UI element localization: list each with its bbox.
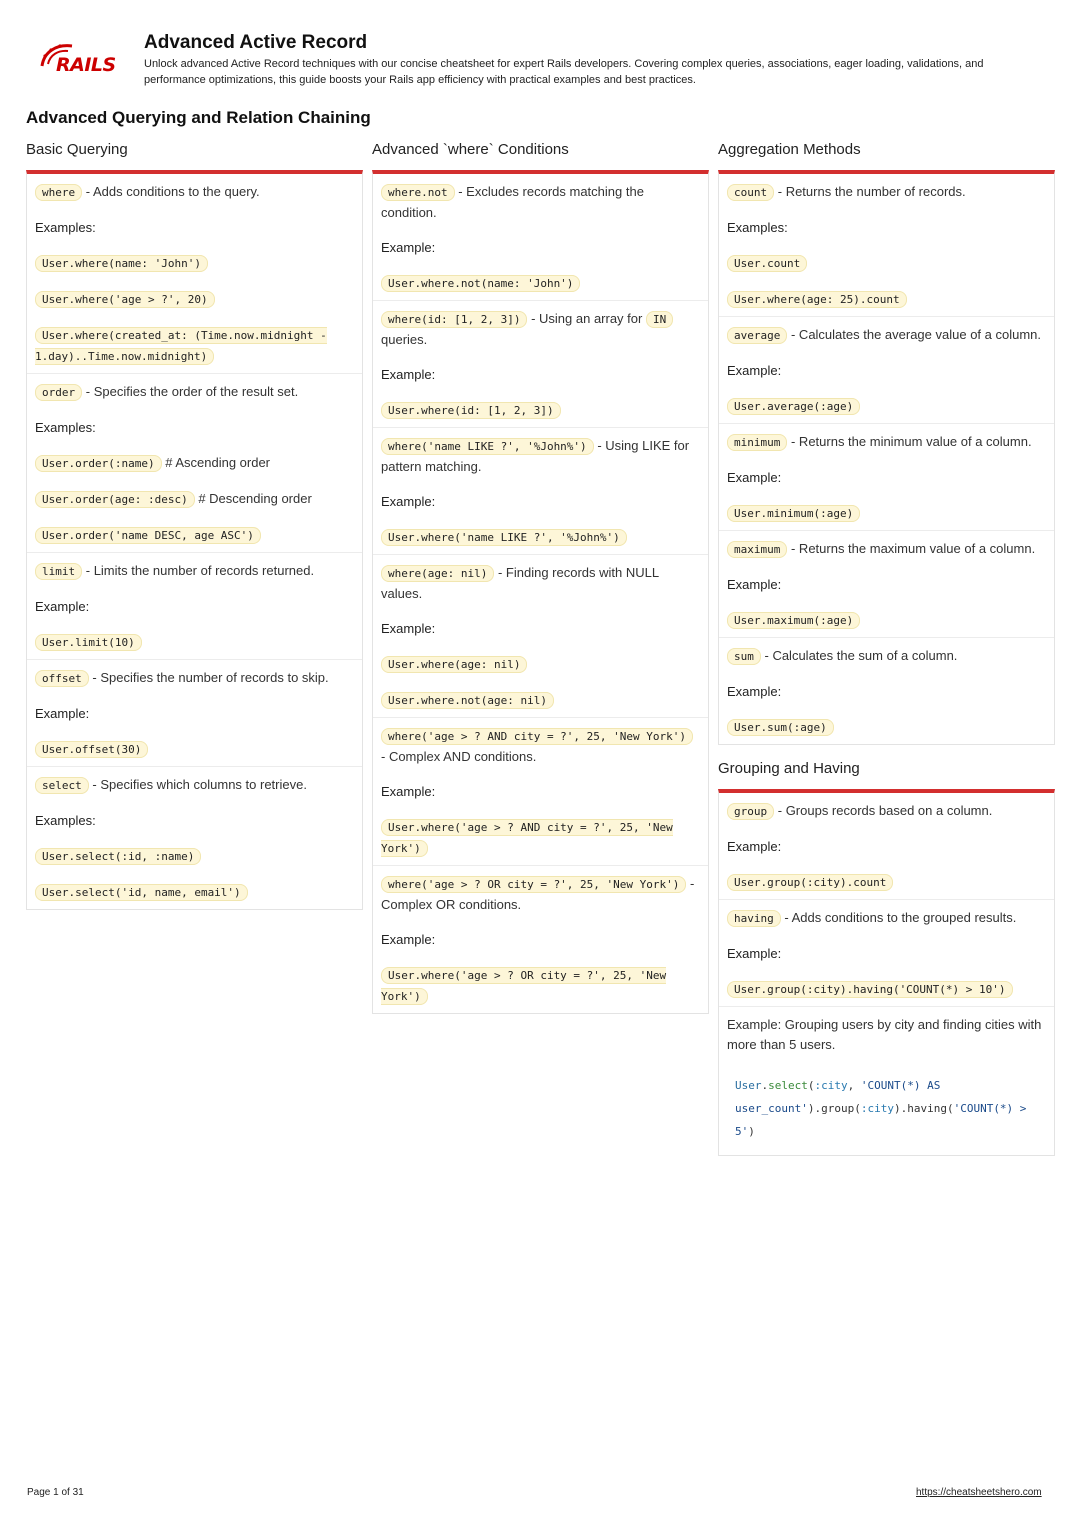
- entry-where-nil: [373, 555, 708, 718]
- code-example: User.order(:name): [35, 455, 162, 472]
- code-count: count: [727, 184, 774, 201]
- code-example: User.group(:city).count: [727, 874, 893, 891]
- entry-desc: - Adds conditions to the grouped results.: [784, 910, 1017, 925]
- example-label: Example:: [727, 684, 782, 699]
- code-offset: offset: [35, 670, 89, 687]
- entry-desc: - Specifies which columns to retrieve.: [92, 777, 307, 792]
- code-where-like: where('name LIKE ?', '%John%'): [381, 438, 594, 455]
- code-sum: sum: [727, 648, 761, 665]
- example-label: Example:: [727, 839, 782, 854]
- entry-select: [27, 767, 362, 909]
- code-having: having: [727, 910, 781, 927]
- code-group: group: [727, 803, 774, 820]
- code-example: User.order('name DESC, age ASC'): [35, 527, 261, 544]
- entry-count: [719, 174, 1054, 317]
- card-title-aggregation: Aggregation Methods: [718, 141, 861, 158]
- card-basic-querying: [26, 170, 363, 910]
- entry-grouping-example: [719, 1007, 1054, 1155]
- example-label: Example:: [381, 932, 436, 947]
- page-header: [36, 32, 1046, 92]
- code-where: where: [35, 184, 82, 201]
- code-minimum: minimum: [727, 434, 787, 451]
- code-example: User.where.not(age: nil): [381, 692, 554, 709]
- example-label: Example:: [727, 946, 782, 961]
- code-select: select: [35, 777, 89, 794]
- entry-desc: - Groups records based on a column.: [777, 803, 993, 818]
- entry-where-like: [373, 428, 708, 555]
- grouping-code-block: [727, 1070, 1046, 1151]
- entry-desc: - Complex AND conditions.: [381, 749, 537, 764]
- entry-desc: - Finding records with NULL values.: [381, 565, 659, 601]
- card-advanced-where: [372, 170, 709, 1014]
- example-label: Example:: [381, 494, 436, 509]
- examples-label: Examples:: [35, 420, 96, 435]
- entry-desc: - Calculates the average value of a column.: [790, 327, 1042, 342]
- code-where-not: where.not: [381, 184, 455, 201]
- code-in: IN: [646, 311, 673, 328]
- entry-having: [719, 900, 1054, 1007]
- code-example: User.order(age: :desc): [35, 491, 195, 508]
- code-maximum: maximum: [727, 541, 787, 558]
- code-token: ,: [847, 1079, 861, 1092]
- code-order: order: [35, 384, 82, 401]
- entry-where-or: [373, 866, 708, 1013]
- code-example: User.where(age: nil): [381, 656, 527, 673]
- code-token: (: [807, 1079, 815, 1092]
- code-example: User.where(name: 'John'): [35, 255, 208, 272]
- code-example: User.select(:id, :name): [35, 848, 201, 865]
- code-example: User.where('name LIKE ?', '%John%'): [381, 529, 627, 546]
- code-example: User.group(:city).having('COUNT(*) > 10'): [727, 981, 1013, 998]
- example-label: Example:: [35, 599, 90, 614]
- column-aggregation: [718, 140, 1055, 1170]
- code-token: ): [748, 1125, 755, 1138]
- grouping-example-text: Example: Grouping users by city and finding cities with more than 5 users.: [727, 1017, 1042, 1052]
- example-label: Example:: [381, 240, 436, 255]
- entry-desc: - Specifies the order of the result set.: [85, 384, 299, 399]
- code-example: User.offset(30): [35, 741, 148, 758]
- code-where-and: where('age > ? AND city = ?', 25, 'New York'): [381, 728, 693, 745]
- entry-desc: - Calculates the sum of a column.: [764, 648, 958, 663]
- code-example: User.limit(10): [35, 634, 142, 651]
- code-example: User.maximum(:age): [727, 612, 860, 629]
- rails-logo-text: RAILS: [56, 54, 116, 76]
- card-title-basic-querying: Basic Querying: [26, 141, 128, 158]
- section-title: Advanced Querying and Relation Chaining: [26, 108, 371, 127]
- code-limit: limit: [35, 563, 82, 580]
- entry-desc: - Returns the maximum value of a column.: [790, 541, 1036, 556]
- examples-label: Examples:: [35, 813, 96, 828]
- example-label: Example:: [381, 367, 436, 382]
- code-where-or: where('age > ? OR city = ?', 25, 'New York'): [381, 876, 686, 893]
- code-note: # Ascending order: [165, 455, 271, 470]
- card-title-advanced-where: Advanced `where` Conditions: [372, 141, 569, 158]
- rails-logo: [36, 42, 116, 78]
- code-token: select: [768, 1079, 808, 1092]
- entry-desc: - Returns the minimum value of a column.: [790, 434, 1032, 449]
- example-label: Example:: [727, 363, 782, 378]
- column-basic-querying: [26, 140, 363, 924]
- entry-desc: - Complex OR conditions.: [381, 876, 695, 912]
- entry-where-in: [373, 301, 708, 428]
- code-where-nil: where(age: nil): [381, 565, 494, 582]
- code-example: User.sum(:age): [727, 719, 834, 736]
- entry-desc: - Specifies the number of records to skip.: [92, 670, 329, 685]
- code-token: :city: [814, 1079, 848, 1092]
- examples-label: Examples:: [727, 220, 788, 235]
- column-advanced-where: [372, 140, 709, 1028]
- page-number: Page 1 of 31: [27, 1487, 84, 1498]
- footer-link[interactable]: https://cheatsheetshero.com: [916, 1487, 1042, 1498]
- code-example: User.where.not(name: 'John'): [381, 275, 580, 292]
- example-label: Example:: [381, 621, 436, 636]
- entry-where-and: [373, 718, 708, 866]
- code-example: User.minimum(:age): [727, 505, 860, 522]
- entry-desc: - Using LIKE for pattern matching.: [381, 438, 690, 474]
- entry-limit: [27, 553, 362, 660]
- code-example: User.where(id: [1, 2, 3]): [381, 402, 561, 419]
- page-description: Unlock advanced Active Record techniques with our concise cheatsheet for expert Rails developers. Covering complex queries, associations, eager loading, validations, and performance optimizations, this guide boosts your Rails app efficiency with practical examples and best practices.: [144, 58, 984, 86]
- entry-maximum: [719, 531, 1054, 638]
- entry-minimum: [719, 424, 1054, 531]
- code-example: User.where(created_at: (Time.now.midnight - 1.day)..Time.now.midnight): [35, 329, 327, 363]
- entry-desc: queries.: [381, 332, 428, 347]
- code-token: 'COUNT(*) AS user_count': [735, 1079, 941, 1115]
- card-title-grouping: Grouping and Having: [718, 760, 860, 777]
- code-token: User: [735, 1079, 762, 1092]
- code-token: ).group(: [807, 1102, 861, 1115]
- card-grouping: [718, 789, 1055, 1156]
- code-average: average: [727, 327, 787, 344]
- code-example: User.average(:age): [727, 398, 860, 415]
- example-label: Example:: [381, 784, 436, 799]
- code-example: User.select('id, name, email'): [35, 884, 248, 901]
- code-where-in: where(id: [1, 2, 3]): [381, 311, 527, 328]
- entry-desc: - Returns the number of records.: [777, 184, 966, 199]
- entry-desc: - Excludes records matching the condition.: [381, 184, 644, 220]
- entry-offset: [27, 660, 362, 767]
- page-title: Advanced Active Record: [144, 32, 368, 53]
- entry-group: [719, 793, 1054, 900]
- entry-desc: - Using an array for: [531, 311, 643, 326]
- examples-label: Examples:: [35, 220, 96, 235]
- entry-where: [27, 174, 362, 374]
- code-example: User.where('age > ? OR city = ?', 25, 'New York'): [381, 969, 667, 1003]
- example-label: Example:: [727, 470, 782, 485]
- code-token: .: [761, 1079, 769, 1092]
- code-example: User.count: [727, 255, 807, 272]
- entry-desc: - Adds conditions to the query.: [85, 184, 260, 199]
- example-label: Example:: [35, 706, 90, 721]
- entry-sum: [719, 638, 1054, 744]
- code-token: ).having(: [893, 1102, 954, 1115]
- entry-average: [719, 317, 1054, 424]
- entry-where-not: [373, 174, 708, 301]
- entry-desc: - Limits the number of records returned.: [85, 563, 315, 578]
- code-example: User.where('age > ? AND city = ?', 25, 'New York'): [381, 821, 673, 855]
- code-token: :city: [860, 1102, 894, 1115]
- example-label: Example:: [727, 577, 782, 592]
- code-example: User.where('age > ?', 20): [35, 291, 215, 308]
- entry-order: [27, 374, 362, 553]
- card-aggregation: [718, 170, 1055, 745]
- code-example: User.where(age: 25).count: [727, 291, 907, 308]
- code-note: # Descending order: [198, 491, 312, 506]
- code-token: 'COUNT(*) > 5': [735, 1102, 1027, 1138]
